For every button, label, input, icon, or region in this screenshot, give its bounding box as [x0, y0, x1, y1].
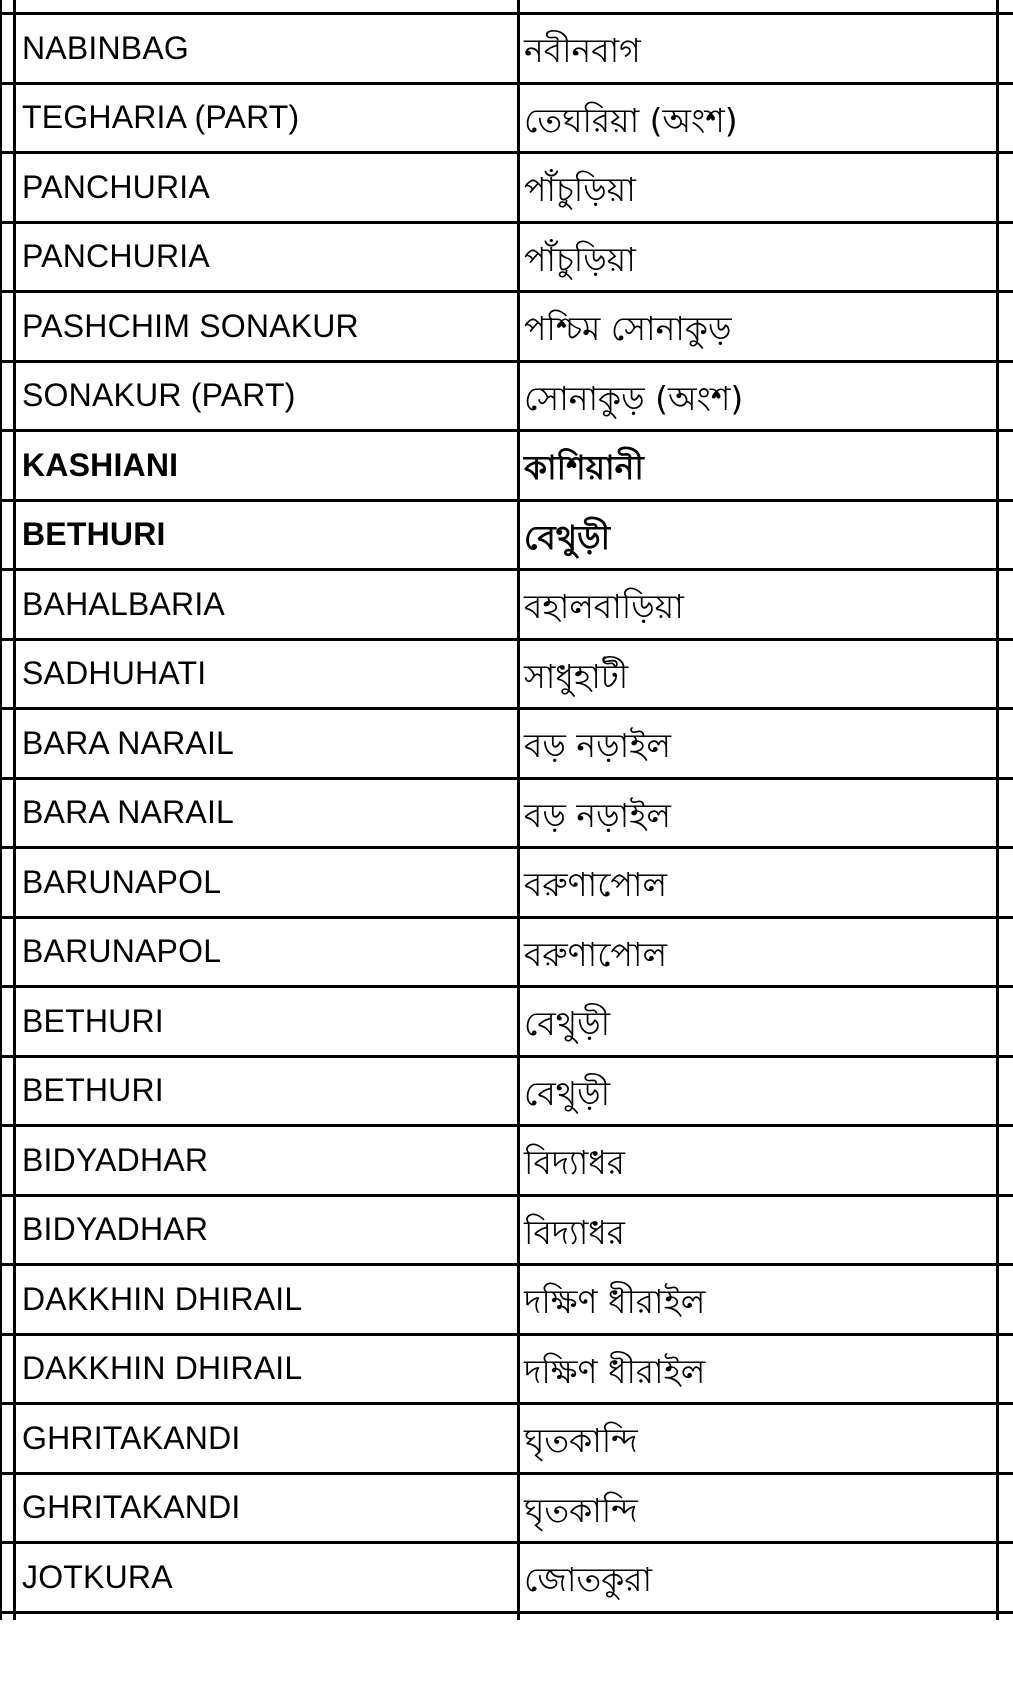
bengali-name-cell: বেথুড়ী — [524, 1073, 611, 1113]
bengali-name-cell: বিদ্যাধর — [524, 1212, 625, 1252]
table-row — [0, 707, 1013, 777]
table-row — [0, 1402, 1013, 1472]
bengali-name-cell: পাঁচুড়িয়া — [524, 239, 636, 279]
bengali-name-cell: পশ্চিম সোনাকুড় — [524, 309, 732, 348]
table-body — [0, 12, 1013, 1614]
table-row — [0, 82, 1013, 152]
table-row — [0, 1263, 1013, 1333]
bengali-name-cell: বেথুড়ী — [524, 517, 611, 557]
table-row — [0, 1472, 1013, 1542]
table-row — [0, 1055, 1013, 1125]
bengali-name-cell: নবীনবাগ — [524, 31, 641, 70]
table-row — [0, 151, 1013, 221]
table-row — [0, 916, 1013, 986]
bengali-name-cell: সাধুহাটী — [524, 656, 629, 696]
table-row — [0, 568, 1013, 638]
bengali-name-cell: তেঘরিয়া (অংশ) — [524, 100, 738, 140]
bengali-name-cell: বরুণাপোল — [524, 934, 668, 974]
bengali-name-cell: ঘৃতকান্দি — [524, 1421, 638, 1460]
table-row — [0, 777, 1013, 847]
english-name-cell: BIDYADHAR — [22, 1211, 209, 1248]
table-row — [0, 290, 1013, 360]
table-row — [0, 846, 1013, 916]
english-name-cell: NABINBAG — [22, 29, 189, 66]
bengali-name-cell: দক্ষিণ ধীরাইল — [524, 1351, 706, 1391]
table-row — [0, 1194, 1013, 1264]
english-name-cell: BETHURI — [22, 1072, 164, 1109]
english-name-cell: BAHALBARIA — [22, 585, 225, 622]
english-name-cell: DAKKHIN DHIRAIL — [22, 1350, 303, 1387]
english-name-cell: DAKKHIN DHIRAIL — [22, 1280, 303, 1317]
table-row — [0, 985, 1013, 1055]
english-name-cell: GHRITAKANDI — [22, 1419, 241, 1456]
english-name-cell: TEGHARIA (PART) — [22, 99, 300, 136]
english-name-cell: SONAKUR (PART) — [22, 377, 296, 414]
table-row — [0, 429, 1013, 499]
english-name-cell: JOTKURA — [22, 1558, 173, 1595]
english-name-cell: BARUNAPOL — [22, 933, 222, 970]
english-name-cell: BARA NARAIL — [22, 794, 235, 831]
english-name-cell: GHRITAKANDI — [22, 1489, 241, 1526]
english-name-cell: PANCHURIA — [22, 238, 210, 275]
bengali-name-cell: বড় নড়াইল — [524, 726, 671, 765]
english-name-cell: BETHURI — [22, 516, 166, 553]
english-name-cell: BETHURI — [22, 1002, 164, 1039]
bengali-name-cell: বেথুড়ী — [524, 1004, 611, 1043]
english-name-cell: PANCHURIA — [22, 168, 210, 205]
previous-row-sliver — [0, 0, 1013, 12]
bengali-name-cell: পাঁচুড়িয়া — [524, 170, 636, 209]
bengali-name-cell: জোতকুরা — [524, 1560, 653, 1599]
english-name-cell: PASHCHIM SONAKUR — [22, 307, 359, 344]
bengali-name-cell: বড় নড়াইল — [524, 795, 671, 835]
bengali-name-cell: বিদ্যাধর — [524, 1143, 625, 1182]
table-row — [0, 499, 1013, 569]
bengali-name-cell: সোনাকুড় (অংশ) — [524, 378, 744, 418]
english-name-cell: BARUNAPOL — [22, 863, 222, 900]
bengali-name-cell: বরুণাপোল — [524, 865, 668, 904]
table-row — [0, 638, 1013, 708]
table-row — [0, 12, 1013, 82]
english-name-cell: SADHUHATI — [22, 655, 207, 692]
table-row — [0, 1124, 1013, 1194]
table-row — [0, 360, 1013, 430]
bengali-name-cell: কাশিয়ানী — [524, 448, 644, 487]
bengali-name-cell: দক্ষিণ ধীরাইল — [524, 1282, 706, 1321]
english-name-cell: KASHIANI — [22, 446, 179, 483]
english-name-cell: BARA NARAIL — [22, 724, 235, 761]
english-name-cell: BIDYADHAR — [22, 1141, 209, 1178]
table-row — [0, 1541, 1013, 1614]
bengali-name-cell: বহালবাড়িয়া — [524, 587, 684, 626]
table-row — [0, 1333, 1013, 1403]
table-row — [0, 221, 1013, 291]
bengali-name-cell: ঘৃতকান্দি — [524, 1490, 638, 1530]
